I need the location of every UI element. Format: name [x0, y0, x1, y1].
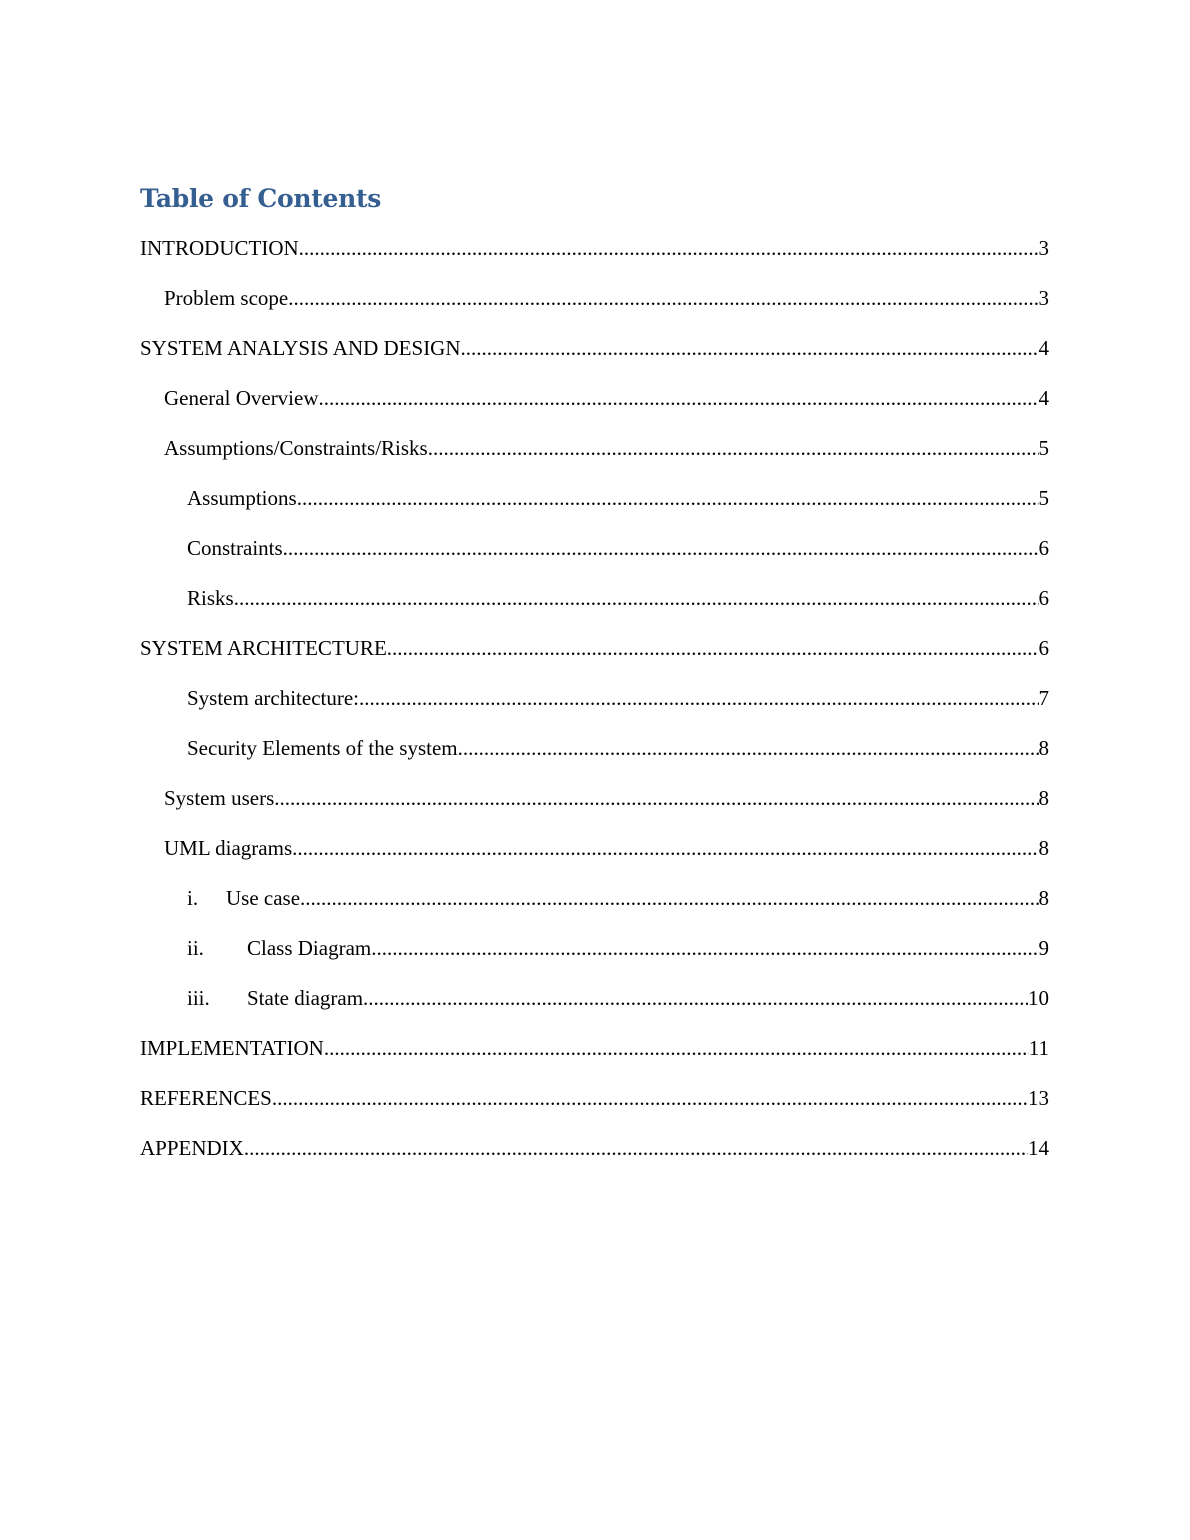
toc-dot-leader	[274, 782, 1038, 814]
toc-entry-assumptions[interactable]	[140, 482, 1049, 532]
toc-page-number: 6	[1038, 636, 1049, 660]
toc-dot-leader	[292, 832, 1038, 864]
toc-entry-security-elements[interactable]	[140, 732, 1049, 782]
toc-page-number: 5	[1038, 436, 1049, 460]
toc-page-number: 8	[1038, 886, 1049, 910]
toc-entry-numeral: i.	[187, 886, 199, 910]
toc-dot-leader	[387, 632, 1039, 664]
toc-entry-label: System users	[164, 786, 275, 810]
toc-dot-leader	[363, 982, 1028, 1014]
toc-entry-label: Constraints	[187, 536, 283, 560]
toc-page-number: 13	[1028, 1086, 1049, 1110]
toc-entry-label: REFERENCES	[140, 1086, 272, 1110]
toc-entry-label: UML diagrams	[164, 836, 293, 860]
toc-entry-label: INTRODUCTION	[140, 236, 299, 260]
toc-entry-label: System architecture:	[187, 686, 360, 710]
toc-entry-label: Security Elements of the system	[187, 736, 458, 760]
toc-dot-leader	[299, 232, 1039, 264]
toc-entry-label: Use case	[226, 886, 301, 910]
toc-dot-leader	[272, 1082, 1028, 1114]
toc-page-number: 8	[1038, 786, 1049, 810]
toc-dot-leader	[283, 532, 1039, 564]
toc-entry-system-analysis-and-design[interactable]	[140, 332, 1049, 382]
toc-dot-leader	[244, 1132, 1028, 1164]
toc-entry-numeral: ii.	[187, 936, 204, 960]
toc-dot-leader	[359, 682, 1038, 714]
toc-page-number: 4	[1038, 336, 1049, 360]
toc-entry-label: APPENDIX	[140, 1136, 244, 1160]
toc-dot-leader	[300, 882, 1038, 914]
toc-entry-numeral: iii.	[187, 986, 210, 1010]
toc-page-number: 4	[1038, 386, 1049, 410]
toc-entry-label: Risks	[187, 586, 234, 610]
toc-dot-leader	[319, 382, 1039, 414]
toc-entry-uml-diagrams[interactable]	[140, 832, 1049, 882]
toc-entry-risks[interactable]	[140, 582, 1049, 632]
toc-page-number: 14	[1028, 1136, 1049, 1160]
toc-entry-label: SYSTEM ARCHITECTURE	[140, 636, 387, 660]
toc-entry-label: Assumptions	[187, 486, 297, 510]
toc-entry-appendix[interactable]	[140, 1132, 1049, 1182]
toc-dot-leader	[297, 482, 1039, 514]
toc-page-number: 3	[1038, 286, 1049, 310]
toc-page-number: 3	[1038, 236, 1049, 260]
toc-entry-introduction[interactable]	[140, 232, 1049, 282]
toc-entry-label: Problem scope	[164, 286, 289, 310]
toc-page-number: 10	[1028, 986, 1049, 1010]
toc-entry-class-diagram[interactable]	[140, 932, 1049, 982]
toc-entry-system-architecture-sub[interactable]	[140, 682, 1049, 732]
toc-dot-leader	[234, 582, 1039, 614]
toc-entry-label: Class Diagram	[247, 936, 372, 960]
toc-entry-assumptions-constraints-risks[interactable]	[140, 432, 1049, 482]
toc-page-number: 11	[1028, 1036, 1049, 1060]
toc-dot-leader	[371, 932, 1038, 964]
toc-dot-leader	[428, 432, 1039, 464]
toc-page-number: 6	[1038, 536, 1049, 560]
toc-page-number: 7	[1038, 686, 1049, 710]
toc-entry-implementation[interactable]	[140, 1032, 1049, 1082]
toc-page-number: 8	[1038, 836, 1049, 860]
toc-entry-general-overview[interactable]	[140, 382, 1049, 432]
toc-page-number: 9	[1038, 936, 1049, 960]
toc-dot-leader	[324, 1032, 1029, 1064]
toc-dot-leader	[288, 282, 1038, 314]
toc-entry-label: SYSTEM ANALYSIS AND DESIGN	[140, 336, 461, 360]
toc-entry-system-architecture[interactable]	[140, 632, 1049, 682]
toc-entry-label: State diagram	[247, 986, 364, 1010]
toc-entry-references[interactable]	[140, 1082, 1049, 1132]
toc-page-number: 8	[1038, 736, 1049, 760]
toc-title: Table of Contents	[140, 184, 382, 213]
toc-entry-label: Assumptions/Constraints/Risks	[164, 436, 428, 460]
toc-dot-leader	[458, 732, 1039, 764]
toc-entry-problem-scope[interactable]	[140, 282, 1049, 332]
toc-entry-label: General Overview	[164, 386, 319, 410]
toc-entry-system-users[interactable]	[140, 782, 1049, 832]
toc-entry-constraints[interactable]	[140, 532, 1049, 582]
toc-page-number: 5	[1038, 486, 1049, 510]
toc-entry-label: IMPLEMENTATION	[140, 1036, 324, 1060]
toc-page-number: 6	[1038, 586, 1049, 610]
toc-dot-leader	[461, 332, 1039, 364]
toc-list	[140, 232, 1049, 1182]
toc-entry-state-diagram[interactable]	[140, 982, 1049, 1032]
toc-entry-use-case[interactable]	[140, 882, 1049, 932]
